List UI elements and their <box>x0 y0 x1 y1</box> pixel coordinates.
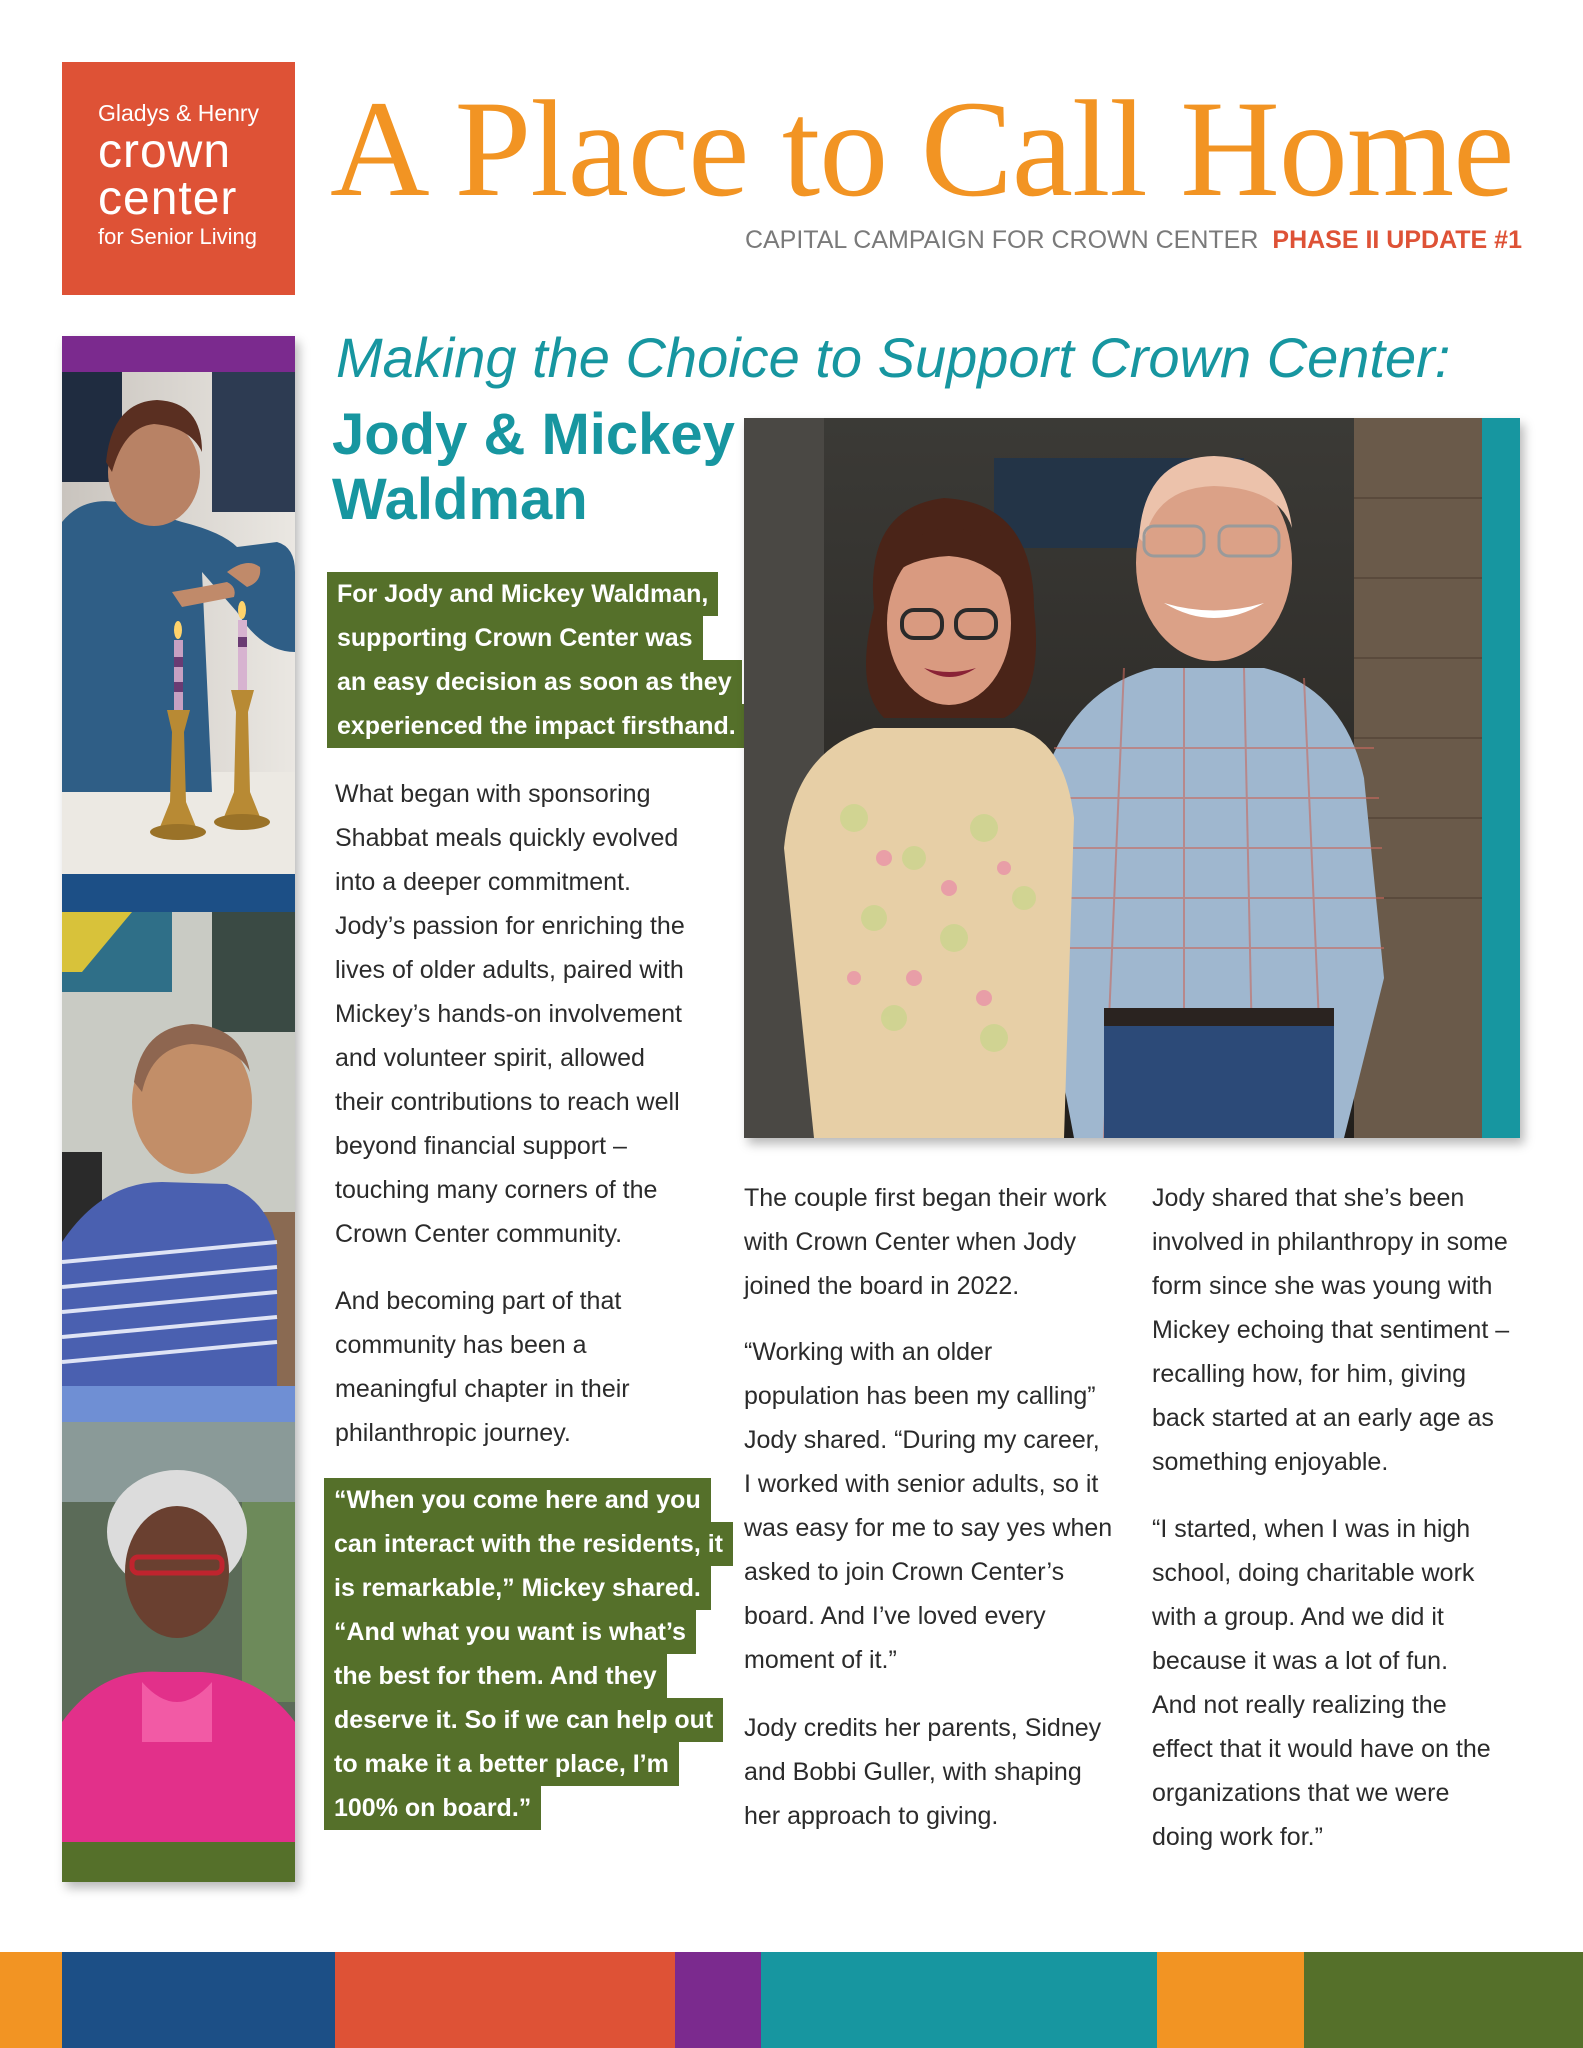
campaign-label: CAPITAL CAMPAIGN FOR CROWN CENTER <box>744 226 1259 254</box>
footer-color-bar <box>0 1952 1583 2048</box>
footer-segment-teal <box>761 1952 1157 2048</box>
text-line: recalling how, for him, giving <box>1152 1360 1467 1388</box>
text-line: And becoming part of that <box>335 1287 622 1315</box>
logo-line-2: crown <box>98 124 232 178</box>
quote-line: can interact with the residents, it <box>324 1522 733 1566</box>
green-band <box>62 1842 295 1882</box>
crown-center-logo <box>62 62 295 295</box>
resident-photo-man <box>62 912 295 1386</box>
text-line: meaningful chapter in their <box>335 1375 630 1403</box>
page-title: A Place to Call Home <box>330 72 1514 225</box>
quote-line: the best for them. And they <box>324 1654 667 1698</box>
column-2-paragraph-3 <box>744 1706 1101 1838</box>
text-line: “Working with an older <box>744 1338 993 1366</box>
intro-highlight <box>327 572 746 748</box>
text-line: Crown Center community. <box>335 1220 623 1248</box>
text-line: and volunteer spirit, allowed <box>335 1044 645 1072</box>
text-line: lives of older adults, paired with <box>335 956 684 984</box>
intro-line: For Jody and Mickey Waldman, <box>327 572 718 616</box>
text-line: Mickey’s hands-on involvement <box>335 1000 682 1028</box>
text-line: “I started, when I was in high <box>1152 1515 1471 1543</box>
header-subtitle <box>745 226 1522 255</box>
phase-label: PHASE II UPDATE #1 <box>1272 226 1522 254</box>
text-line: Shabbat meals quickly evolved <box>335 824 679 852</box>
text-line: and Bobbi Guller, with shaping <box>744 1758 1082 1786</box>
text-line: Jody’s passion for enriching the <box>335 912 685 940</box>
quote-line: deserve it. So if we can help out <box>324 1698 723 1742</box>
logo-line-3: center <box>98 171 238 225</box>
quote-line: to make it a better place, I’m <box>324 1742 679 1786</box>
intro-line: an easy decision as soon as they <box>327 660 742 704</box>
text-line: What began with sponsoring <box>335 780 651 808</box>
text-line: organizations that we were <box>1152 1779 1450 1807</box>
quote-line: “And what you want is what’s <box>324 1610 696 1654</box>
couple-photo <box>744 418 1520 1138</box>
text-line: The couple first began their work <box>744 1184 1107 1212</box>
text-line: Jody credits her parents, Sidney <box>744 1714 1102 1742</box>
text-line: effect that it would have on the <box>1152 1735 1491 1763</box>
column-2-paragraph-1 <box>744 1176 1107 1308</box>
quote-highlight <box>324 1478 733 1830</box>
text-line: joined the board in 2022. <box>744 1272 1020 1300</box>
text-line: beyond financial support – <box>335 1132 627 1160</box>
logo-line-4: for Senior Living <box>98 223 257 249</box>
text-line: moment of it.” <box>744 1646 897 1674</box>
footer-segment-navy <box>62 1952 335 2048</box>
text-line: doing work for.” <box>1152 1823 1323 1851</box>
text-line: population has been my calling” <box>744 1382 1096 1410</box>
text-line: touching many corners of the <box>335 1176 658 1204</box>
column-1-paragraph-2 <box>335 1279 630 1455</box>
resident-photo-candles <box>62 372 295 874</box>
names-line-2: Waldman <box>332 467 588 532</box>
text-line: board. And I’ve loved every <box>744 1602 1046 1630</box>
text-line: school, doing charitable work <box>1152 1559 1475 1587</box>
text-line: Jody shared that she’s been <box>1152 1184 1465 1212</box>
profile-names <box>332 402 735 532</box>
footer-segment-orange-2 <box>1157 1952 1304 2048</box>
text-line: into a deeper commitment. <box>335 868 631 896</box>
quote-line: is remarkable,” Mickey shared. <box>324 1566 711 1610</box>
text-line: with a group. And we did it <box>1152 1603 1444 1631</box>
logo-line-1: Gladys & Henry <box>98 100 260 126</box>
text-line: with Crown Center when Jody <box>744 1228 1077 1256</box>
column-3-paragraph-1 <box>1152 1176 1509 1484</box>
names-line-1: Jody & Mickey <box>332 402 735 467</box>
text-line: form since she was young with <box>1152 1272 1493 1300</box>
text-line: her approach to giving. <box>744 1802 999 1830</box>
text-line: philanthropic journey. <box>335 1419 571 1447</box>
text-line: because it was a lot of fun. <box>1152 1647 1449 1675</box>
text-line: asked to join Crown Center’s <box>744 1558 1065 1586</box>
text-line: community has been a <box>335 1331 587 1359</box>
text-line: Jody shared. “During my career, <box>744 1426 1100 1454</box>
text-line: their contributions to reach well <box>335 1088 680 1116</box>
text-line: Mickey echoing that sentiment – <box>1152 1316 1510 1344</box>
text-line: back started at an early age as <box>1152 1404 1494 1432</box>
footer-segment-red <box>335 1952 675 2048</box>
intro-line: supporting Crown Center was <box>327 616 703 660</box>
text-line: was easy for me to say yes when <box>744 1514 1113 1542</box>
column-3-paragraph-2 <box>1152 1507 1491 1859</box>
section-title: Making the Choice to Support Crown Center: <box>336 326 1451 389</box>
footer-segment-purple <box>675 1952 761 2048</box>
text-line: involved in philanthropy in some <box>1152 1228 1508 1256</box>
periwinkle-band <box>62 1386 295 1422</box>
footer-segment-orange <box>0 1952 62 2048</box>
text-line: something enjoyable. <box>1152 1448 1389 1476</box>
footer-segment-green <box>1304 1952 1583 2048</box>
navy-band <box>62 874 295 912</box>
column-2-paragraph-2 <box>744 1330 1112 1682</box>
column-1-paragraph-1 <box>335 772 685 1256</box>
purple-band <box>62 336 295 372</box>
quote-line: 100% on board.” <box>324 1786 541 1830</box>
photo-column <box>62 336 295 1882</box>
quote-line: “When you come here and you <box>324 1478 711 1522</box>
intro-line: experienced the impact firsthand. <box>327 704 746 748</box>
resident-photo-woman <box>62 1422 295 1842</box>
text-line: And not really realizing the <box>1152 1691 1447 1719</box>
text-line: I worked with senior adults, so it <box>744 1470 1099 1498</box>
